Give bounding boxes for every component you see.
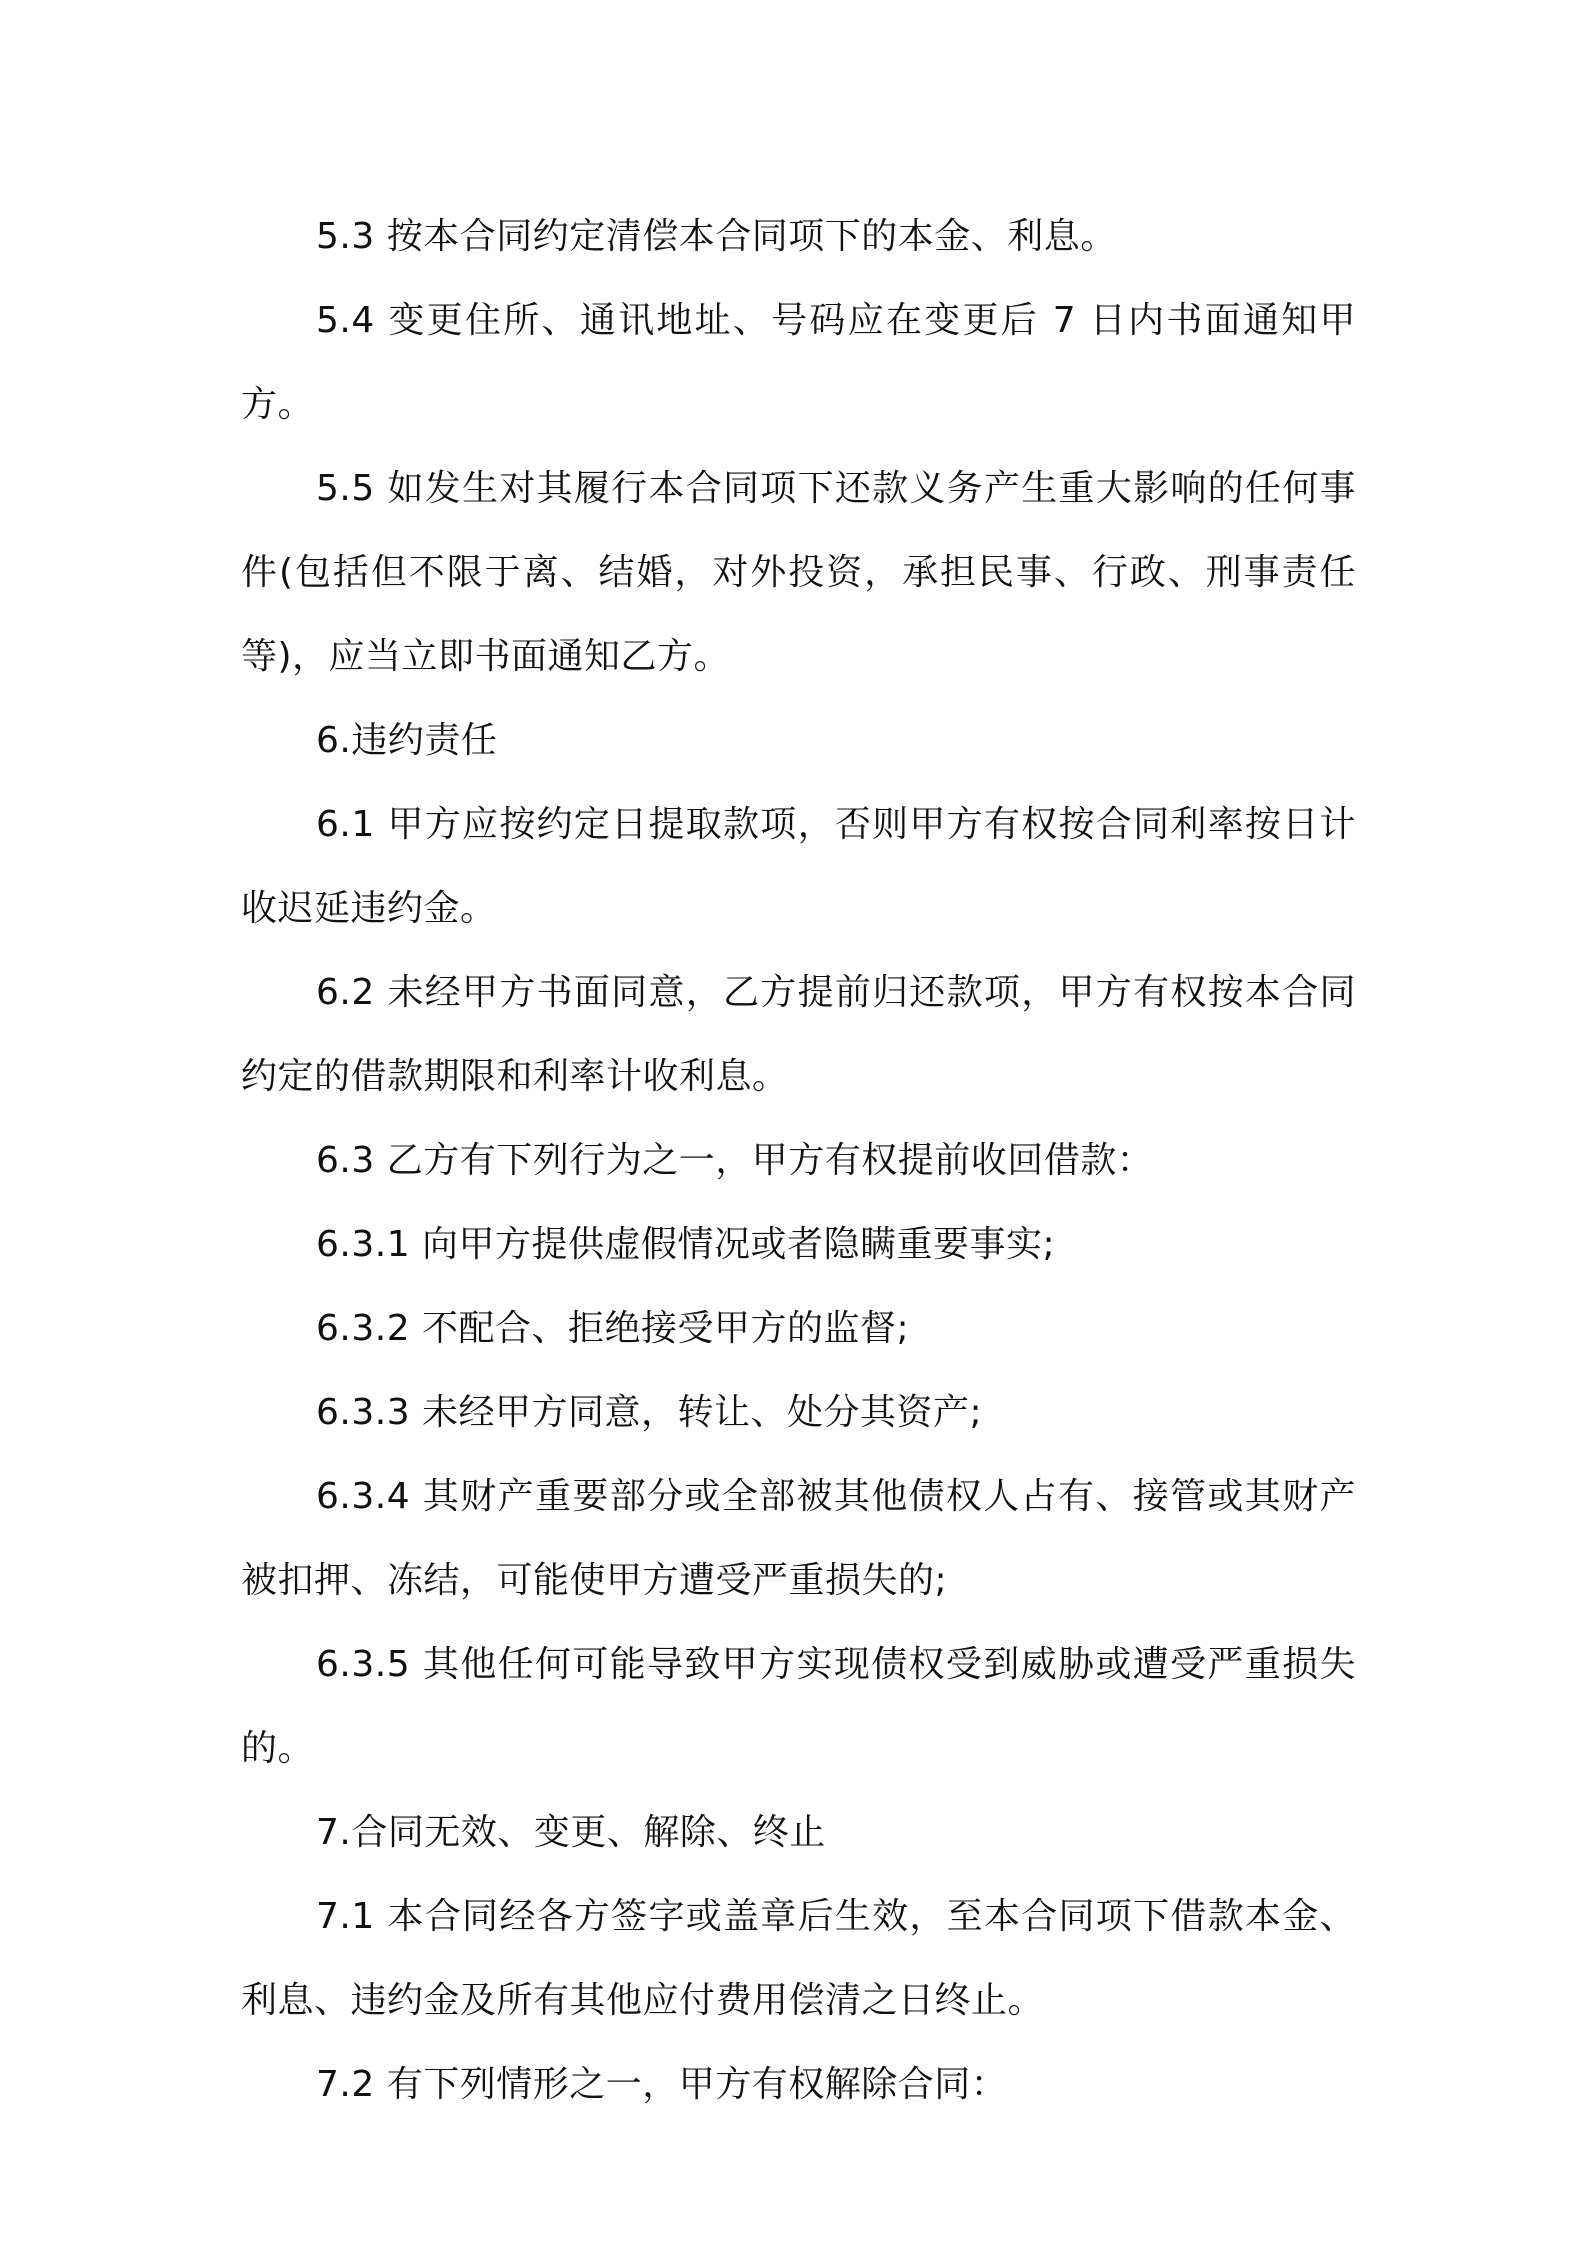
clause-6-3-3: 6.3.3 未经甲方同意，转让、处分其资产; — [316, 1392, 983, 1433]
section-heading-6: 6.违约责任 — [316, 720, 498, 761]
section-heading-7: 7.合同无效、变更、解除、终止 — [316, 1812, 826, 1853]
clause-6-2: 6.2 未经甲方书面同意，乙方提前归还款项，甲方有权按本合同约定的借款期限和利率计收利息。 — [241, 972, 1356, 1097]
clause-6-1: 6.1 甲方应按约定日提取款项，否则甲方有权按合同利率按日计收迟延违约金。 — [241, 804, 1356, 929]
clause-7-1: 7.1 本合同经各方签字或盖章后生效，至本合同项下借款本金、利息、违约金及所有其他应付费用偿清之日终止。 — [241, 1896, 1356, 2021]
clause-6-3-5: 6.3.5 其他任何可能导致甲方实现债权受到威胁或遭受严重损失的。 — [241, 1644, 1356, 1769]
document-body — [241, 195, 1356, 2127]
clause-5-3: 5.3 按本合同约定清偿本合同项下的本金、利息。 — [316, 216, 1117, 257]
clause-7-2: 7.2 有下列情形之一，甲方有权解除合同： — [316, 2064, 1008, 2105]
clause-6-3-4: 6.3.4 其财产重要部分或全部被其他债权人占有、接管或其财产被扣押、冻结，可能使甲方遭受严重损失的; — [241, 1476, 1356, 1601]
clause-5-5: 5.5 如发生对其履行本合同项下还款义务产生重大影响的任何事件(包括但不限于离、结婚，对外投资，承担民事、行政、刑事责任等)，应当立即书面通知乙方。 — [241, 468, 1356, 677]
clause-6-3-2: 6.3.2 不配合、拒绝接受甲方的监督; — [316, 1308, 910, 1349]
clause-6-3: 6.3 乙方有下列行为之一，甲方有权提前收回借款： — [316, 1140, 1154, 1181]
clause-6-3-1: 6.3.1 向甲方提供虚假情况或者隐瞒重要事实; — [316, 1224, 1056, 1265]
clause-5-4: 5.4 变更住所、通讯地址、号码应在变更后 7 日内书面通知甲方。 — [241, 300, 1356, 425]
